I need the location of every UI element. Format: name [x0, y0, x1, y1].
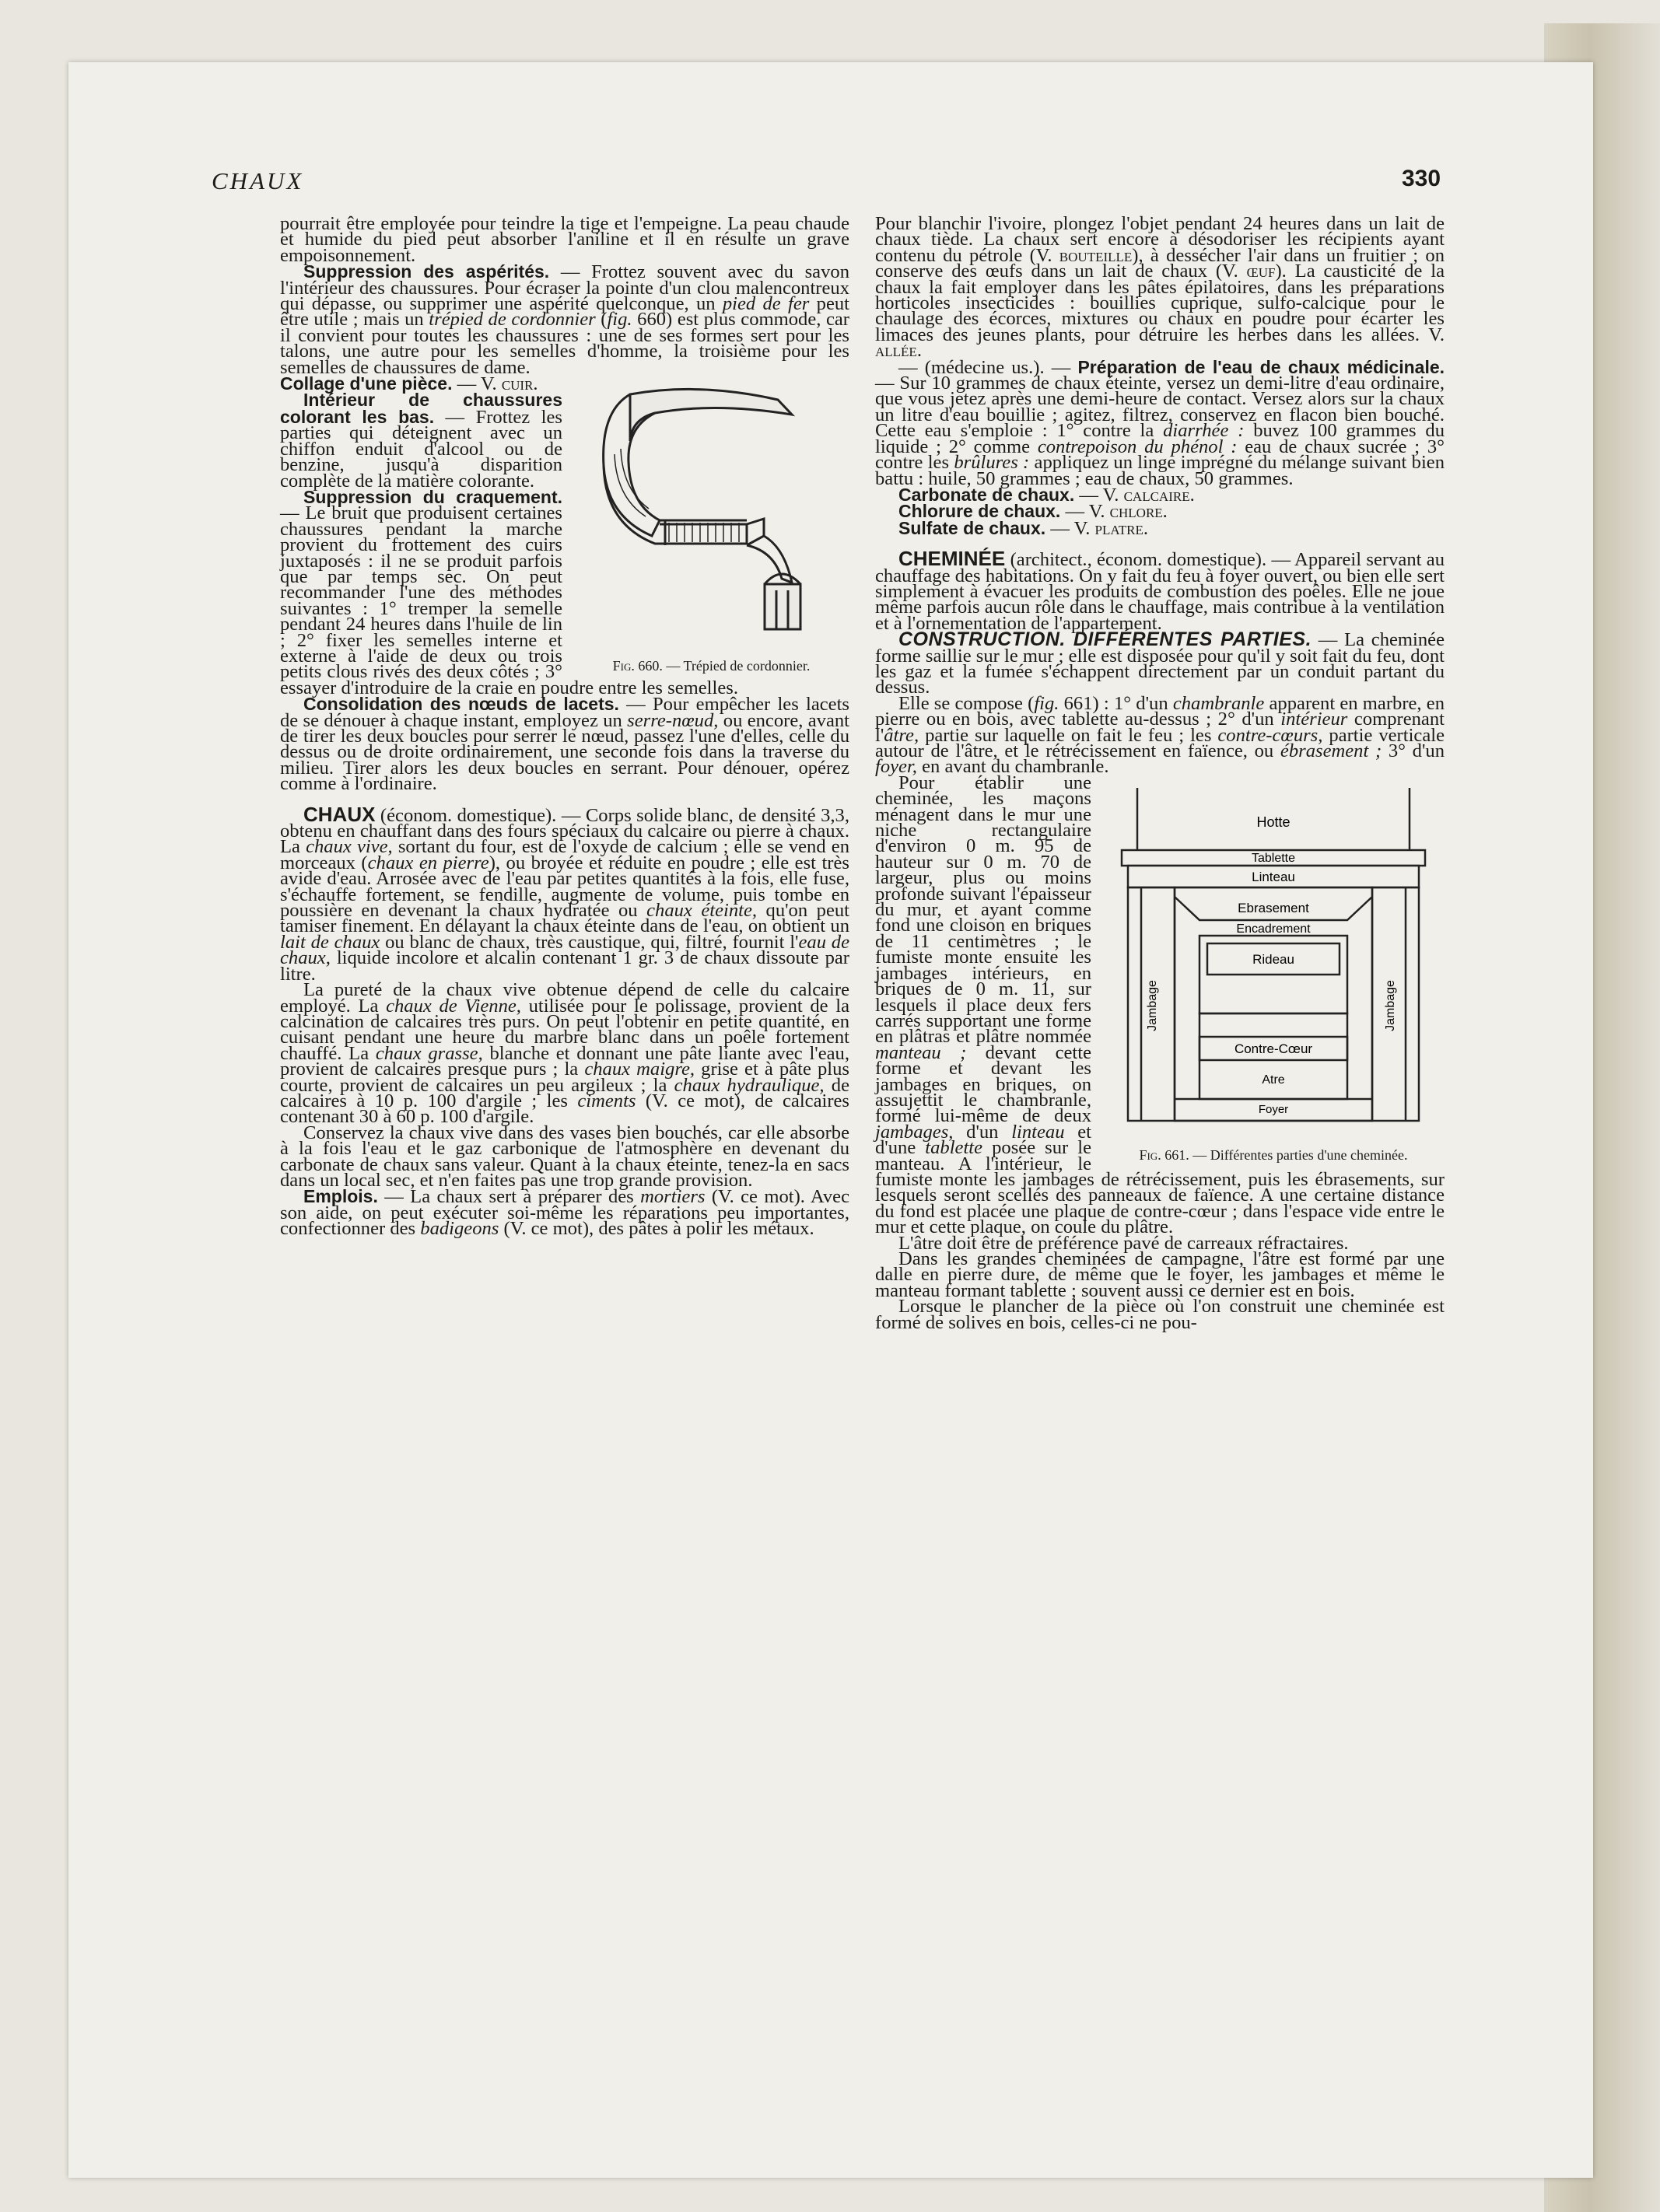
paragraph-suppression-asperites: Suppression des aspérités. — Frottez souvent avec du savon l'intérieur des chaussures. Pour écraser la pointe d'un clou malencontreux qui dépasse, ou supprimer une aspérité quelconque, un pied de fer peut être utile ; mais un trépied de cordonnier (fig. 660) est plus commode, car il convient pour toutes les chaussures : une de ses formes sert pour les talons, une autre pour les semelles d'homme, la troisième pour les semelles de chaussures de dame. [280, 261, 849, 378]
paragraph-construction: CONSTRUCTION. DIFFÉRENTES PARTIES. — La cheminée forme saillie sur le mur ; elle est disposée pour qu'il y soit fait du feu, dont les gaz et la fumée s'échappent directement par un conduit partant du dessus. [875, 628, 1445, 698]
label-linteau: Linteau [1252, 869, 1295, 884]
subhead: Emplois. [303, 1186, 378, 1207]
label-atre: Atre [1262, 1073, 1285, 1087]
subhead: Suppression du craquement. [303, 486, 562, 507]
paragraph-conservez: Conservez la chaux vive dans des vases bien bouchés, car elle absorbe à la fois l'eau et le gaz carbonique de l'atmosphère en devenant du carbonate de chaux sans valeur. Quant à la chaux éteinte, tenez-la en sacs dans un local sec, et n'en faites pas une trop grande provision. [280, 1122, 849, 1191]
paragraph-collage: Collage d'une pièce. — V. cuir. [280, 373, 538, 395]
paragraph-plancher: Lorsque le plancher de la pièce où l'on construit une cheminée est formé de solives en bois, celles-ci ne pou- [875, 1296, 1445, 1333]
label-rideau: Rideau [1252, 951, 1294, 967]
paragraph-sulfate: Sulfate de chaux. — V. platre. [898, 517, 1149, 539]
figure-661-caption: Fig. 661. — Différentes parties d'une cheminée. [1139, 1147, 1408, 1164]
label-hotte: Hotte [1256, 814, 1291, 830]
figure-660 [573, 380, 849, 674]
paragraph-medecine: — (médecine us.). — Préparation de l'eau de chaux médicinale. — Sur 10 grammes de chaux éteinte, versez un demi-litre d'eau ordinaire, que vous jetez après une demi-heure de contact. Versez alors sur la chaux un litre d'eau bouillie ; agitez, filtrez, conservez en flacon bien bouché. Cette eau s'emploie : 1° contre la diarrhée : buvez 100 grammes du liquide ; 2° comme contrepoison du phénol : eau de chaux sucrée ; 3° contre les brûlures : appliquez un linge imprégné du mélange suivant bien battu : huile, 50 grammes ; eau de chaux, 50 grammes. [875, 356, 1445, 489]
paragraph-emplois: Emplois. — La chaux sert à préparer des mortiers (V. ce mot). Avec son aide, on peut exécuter soi-même les réparations peu importantes, confectionner des badigeons (V. ce mot), des pâtes à polir les métaux. [280, 1186, 849, 1240]
paragraph-chlorure: Chlorure de chaux. — V. chlore. [898, 501, 1168, 523]
paragraph-interieur: Intérieur de chaussures colorant les bas. — Frottez les parties qui déteignent avec un chiffon enduit d'alcool ou de benzine, jusqu'à disparition complète de la matière colorante. [280, 390, 562, 492]
label-contre-coeur: Contre-Cœur [1234, 1041, 1313, 1056]
subhead: Préparation de l'eau de chaux médicinale. [1077, 356, 1445, 377]
paragraph-craquement: Suppression du craquement. — Le bruit que produisent certaines chaussures pendant la marche provient du frottement des cuirs juxtaposés : il ne se produit parfois que par temps sec. On peut recommander l'une des méthodes suivantes : 1° tremper la semelle pendant 24 heures dans l'huile de lin ; 2° fixer les semelles interne et externe à l'aide de deux ou trois petits clous rivés des deux côtés ; 3° essayer d'introduire de la craie en poudre entre les semelles. [280, 486, 738, 698]
page-number: 330 [1402, 166, 1441, 191]
label-foyer: Foyer [1258, 1102, 1289, 1116]
label-encadrement: Encadrement [1236, 922, 1311, 936]
paragraph: pourrait être employée pour teindre la tige et l'empeigne. La peau chaude et humide du pied peut absorber l'aniline et il en résulte un grave empoisonnement. [280, 213, 849, 266]
paragraph-compose: Elle se compose (fig. 661) : 1° d'un chambranle apparent en marbre, en pierre ou en bois, avec tablette au-dessus ; 2° d'un intérieur comprenant l'âtre, partie sur laquelle on fait le feu ; les contre-cœurs, partie verticale autour de l'âtre, et le rétrécissement en faïence, ou ébrasement ; 3° d'un foyer, en avant du chambranle. [875, 692, 1445, 778]
subhead: Suppression des aspérités. [303, 261, 550, 282]
label-ebrasement: Ebrasement [1238, 900, 1309, 915]
right-column [875, 213, 1445, 1333]
running-head: CHAUX [212, 167, 304, 194]
left-column [280, 213, 850, 1240]
paragraph-ivoire: Pour blanchir l'ivoire, plongez l'objet pendant 24 heures dans un lait de chaux tiède. La chaux sert encore à désodoriser les récipients ayant contenu du pétrole (V. bouteille), à dessécher l'air dans un fruitier ; on conserve des œufs dans un lait de chaux (V. œuf). La causticité de la chaux la fait employer dans les pâtes épilatoires, dans les préparations horticoles insecticides : bouillies cuprique, sulfo-calcique pour le chaulage des écorces, mixtures ou chaux en poudre pour écarter les limaces des jeunes plants, pour détruire les herbes dans les allées. V. allée. [875, 213, 1445, 362]
subhead: Collage d'une pièce. [280, 373, 453, 394]
entry-cheminee: CHEMINÉE (architect., économ. domestique). — Appareil servant au chauffage des habitations. On y fait du feu à foyer ouvert, ou bien elle sert simplement à évacuer les produits de combustion des poêles. Elle ne joue même parfois aucun rôle dans le chauffage, mais contribue à la ventilation et à l'ornementation de l'appartement. [875, 547, 1445, 634]
paragraph-grandes-cheminees: Dans les grandes cheminées de campagne, l'âtre est formé par une dalle en pierre dure, de même que le foyer, les jambages et même le manteau formant tablette ; souvent aussi ce dernier est en bois. [875, 1248, 1445, 1301]
paragraph-atre: L'âtre doit être de préférence pavé de carreaux réfractaires. [898, 1232, 1349, 1254]
entry-title: CHEMINÉE [898, 547, 1006, 571]
subhead: Intérieur de chaussures colorant les bas. [280, 390, 562, 427]
label-jambage-right: Jambage [1384, 979, 1397, 1031]
label-tablette: Tablette [1251, 851, 1296, 865]
figure-661 [1102, 780, 1445, 1163]
paragraph-purete: La pureté de la chaux vive obtenue dépend de celle du calcaire employé. La chaux de Vienne, utilisée pour le polissage, provient de la calcination de calcaires très purs. On peut l'obtenir en petite quantité, en cuisant pendant une heure du marbre blanc dans un poêle fortement chauffé. La chaux grasse, blanche et donnant une pâte liante avec l'eau, provient de calcaires presque purs ; la chaux maigre, grise et à pâte plus courte, provient de calcaires un peu argileux ; la chaux hydraulique, de calcaires à 10 p. 100 d'argile ; les ciments (V. ce mot), de calcaires contenant 30 à 60 p. 100 d'argile. [280, 979, 850, 1128]
figure-660-caption: Fig. 660. — Trépied de cordonnier. [612, 658, 811, 674]
entry-title: CHAUX [303, 802, 376, 826]
entry-chaux: CHAUX (économ. domestique). — Corps solide blanc, de densité 3,3, obtenu en chauffant dans des fours spéciaux du calcaire ou pierre à chaux. La chaux vive, sortant du four, est de l'oxyde de calcium ; elle se vend en morceaux (chaux en pierre), ou broyée et réduite en poudre ; elle est très avide d'eau. Arrosée avec de l'eau par petites quantités à la fois, elle fuse, s'échauffe fortement, se fendille, augmente de volume, puis tombe en poussière en devenant la chaux hydratée ou chaux éteinte, qu'on peut tamiser finement. En délayant la chaux éteinte dans de l'eau, on obtient un lait de chaux ou blanc de chaux, très caustique, qui, filtré, fournit l'eau de chaux, liquide incolore et alcalin contenant 1 gr. 3 de chaux dissoute par litre. [280, 802, 850, 985]
paragraph-etablir: Pour établir une cheminée, les maçons ménagent dans le mur une niche rectangulaire d'environ 0 m. 95 de hauteur sur 0 m. 70 de largeur, plus ou moins profonde suivant l'épaisseur du mur, et ayant comme fond une cloison en briques de 11 centimètres ; le fumiste monte ensuite les jambages intérieurs, en briques de 0 m. 11, sur lesquels il place deux fers carrés supportant une forme en plâtras et plâtre nommée manteau ; devant cette forme et devant les jambages en briques, on assujettit le chambranle, formé lui-même de deux jambages, d'un linteau et d'une tablette posée sur le manteau. A l'intérieur, le fumiste monte les jambages de rétrécissement, puis les ébrasements, sur lesquels seront scellés des panneaux de faïence. A une certaine distance du fond est placée une plaque de contre-cœur ; dans l'espace vide entre le mur et cette plaque, on coule du plâtre. [875, 772, 1445, 1238]
fireplace-diagram [1106, 780, 1441, 1146]
paragraph-carbonate: Carbonate de chaux. — V. calcaire. [898, 484, 1195, 506]
label-jambage-left: Jambage [1146, 979, 1159, 1031]
paragraph-lacets: Consolidation des nœuds de lacets. — Pour empêcher les lacets de se dénouer à chaque instant, employez un serre-nœud, ou encore, avant de tirer les deux boucles pour serrer le nœud, passez l'une d'elles, celle du dessus ou de droite ordinairement, une seconde fois dans la traverse du milieu. Tirer alors les deux boucles en serrant. Pour dénouer, opérez comme à l'ordinaire. [280, 694, 849, 795]
section-heading: CONSTRUCTION. DIFFÉRENTES PARTIES. [898, 628, 1312, 651]
cobbler-tripod-illustration [583, 380, 840, 656]
subhead: Consolidation des nœuds de lacets. [303, 694, 619, 715]
